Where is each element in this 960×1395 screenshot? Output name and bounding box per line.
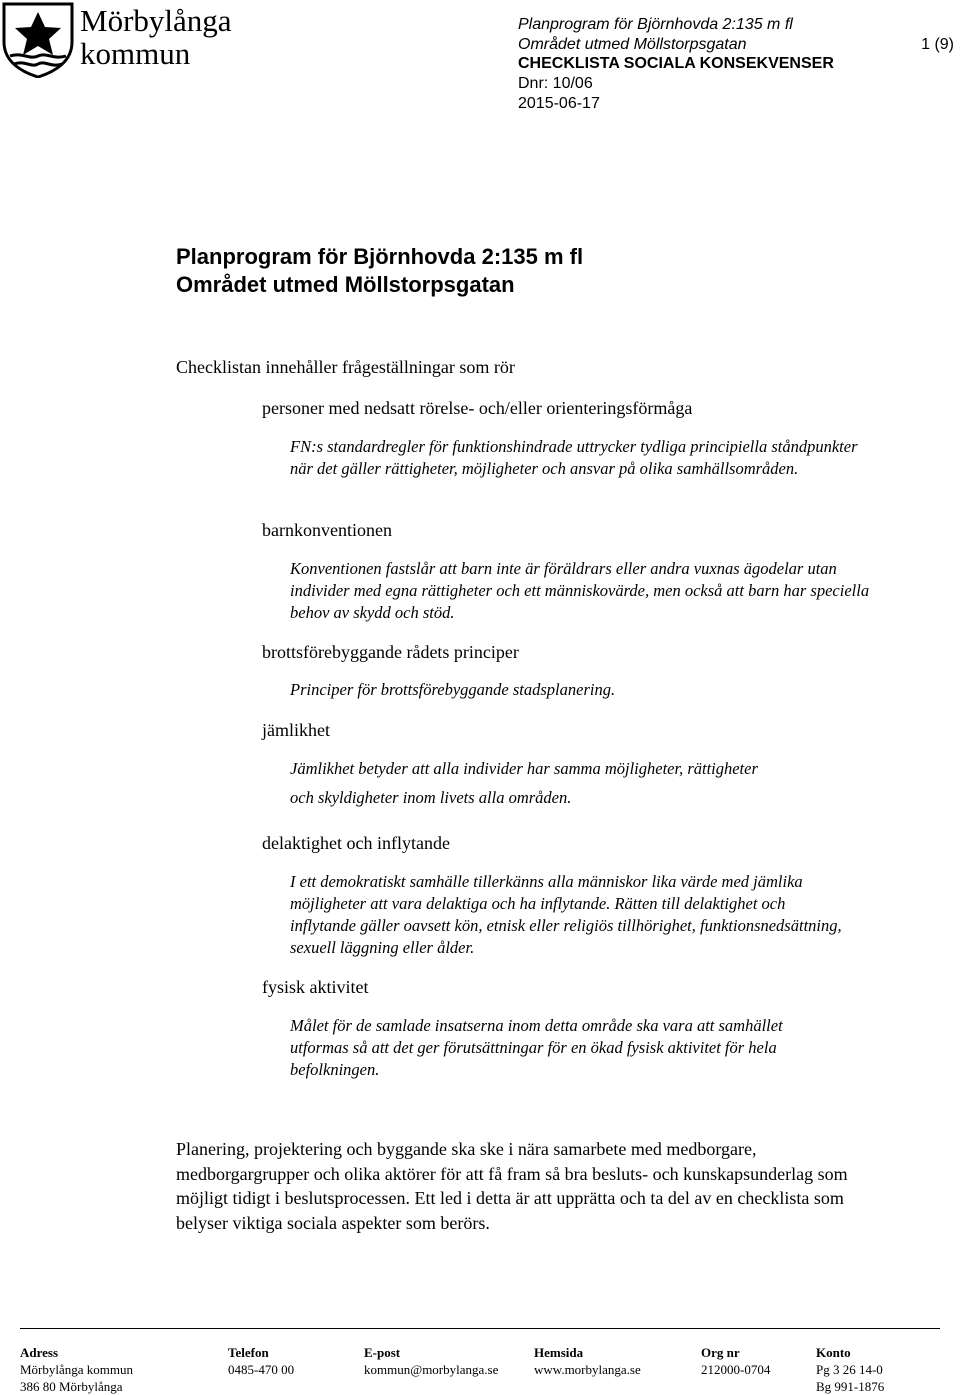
footer-email <box>364 1344 498 1378</box>
logo-wordmark-line1: Mörbylånga <box>80 3 232 38</box>
header-date: 2015-06-17 <box>518 95 600 112</box>
section-text-child-convention: Konventionen fastslår att barn inte är föräldrars eller andra vuxnas ägodelar utan individer med egna rättigheter och ett människovärde, men också att barn har speciella behov av skydd och stöd. <box>290 559 870 622</box>
footer-address-line2: 386 80 Mörbylånga <box>20 1379 123 1394</box>
footer-email-value[interactable]: kommun@morbylanga.se <box>364 1362 499 1377</box>
section-heading-crime-prevention: brottsförebyggande rådets principer <box>262 642 519 662</box>
section-heading-participation: delaktighet och inflytande <box>262 833 450 853</box>
header-project-name: Planprogram för Björnhovda 2:135 m fl <box>518 16 793 33</box>
section-heading-mobility: personer med nedsatt rörelse- och/eller orienteringsförmåga <box>262 398 693 418</box>
footer-divider <box>20 1328 940 1329</box>
section-heading-equality: jämlikhet <box>262 720 330 740</box>
footer-org-number-label: Org nr <box>701 1345 740 1360</box>
footer-account-pg: Pg 3 26 14-0 <box>816 1362 883 1377</box>
municipality-logo <box>0 0 240 82</box>
footer-org-number-value: 212000-0704 <box>701 1362 771 1377</box>
intro-text: Checklistan innehåller frågeställningar som rör <box>176 357 515 377</box>
page-title-line2: Området utmed Möllstorpsgatan <box>176 272 515 297</box>
footer-address-line1: Mörbylånga kommun <box>20 1362 134 1377</box>
footer-website-value[interactable]: www.morbylanga.se <box>534 1362 641 1377</box>
logo-wordmark-line2: kommun <box>80 36 191 71</box>
footer-phone-value: 0485-470 00 <box>228 1362 295 1377</box>
closing-paragraph: Planering, projektering och byggande ska ske i nära samarbete med medborgare, medborgargrupper och olika aktörer för att få fram så bra besluts- och kunskapsunderlag som möjligt tidigt i beslutsprocessen. Ett led i detta är att upprätta och ta del av en checklista som belyser viktiga sociala aspekter som berörs. <box>176 1139 848 1233</box>
section-text-mobility: FN:s standardregler för funktionshindrade uttrycker tydliga principiella ståndpunkter när det gäller rättigheter, möjligheter och ansvar på olika samhällsområden. <box>290 437 858 478</box>
footer-address-label: Adress <box>20 1345 59 1360</box>
footer-email-label: E-post <box>364 1345 401 1360</box>
section-text-physical-activity: Målet för de samlade insatserna inom detta område ska vara att samhället utformas så att det ger förutsättningar för en ökad fysisk aktivitet för hela befolkningen. <box>290 1016 783 1079</box>
footer-phone-label: Telefon <box>228 1345 269 1360</box>
footer-address <box>20 1344 133 1395</box>
section-text-participation: I ett demokratiskt samhälle tillerkänns alla människor lika värde med jämlika möjligheter att vara delaktiga och ha inflytande. Rätten till delaktighet och inflytande gäller oavsett kön, etnisk eller religiös tillhörighet, funktionsnedsättning, sexuell läggning eller ålder. <box>290 872 842 957</box>
section-text-equality-line2: och skyldigheter inom livets alla områden. <box>290 788 572 807</box>
footer-account-label: Konto <box>816 1345 851 1360</box>
footer-phone <box>228 1344 294 1378</box>
section-text-crime-prevention: Principer för brottsförebyggande stadsplanering. <box>290 680 616 699</box>
page-title-line1: Planprogram för Björnhovda 2:135 m fl <box>176 244 584 269</box>
footer-website <box>534 1344 641 1378</box>
section-text-equality-line1: Jämlikhet betyder att alla individer har samma möjligheter, rättigheter <box>290 759 758 778</box>
header-document-type: CHECKLISTA SOCIALA KONSEKVENSER <box>518 55 834 72</box>
footer-website-label: Hemsida <box>534 1345 584 1360</box>
section-heading-physical-activity: fysisk aktivitet <box>262 977 369 997</box>
footer-org-number <box>701 1344 770 1378</box>
coat-of-arms-icon <box>2 2 74 78</box>
header-area-name: Området utmed Möllstorpsgatan <box>518 36 747 53</box>
page-number: 1 (9) <box>921 36 954 53</box>
header-dnr: Dnr: 10/06 <box>518 75 593 92</box>
section-heading-child-convention: barnkonventionen <box>262 520 392 540</box>
footer-account-bg: Bg 991-1876 <box>816 1379 885 1394</box>
footer-account <box>816 1344 884 1395</box>
